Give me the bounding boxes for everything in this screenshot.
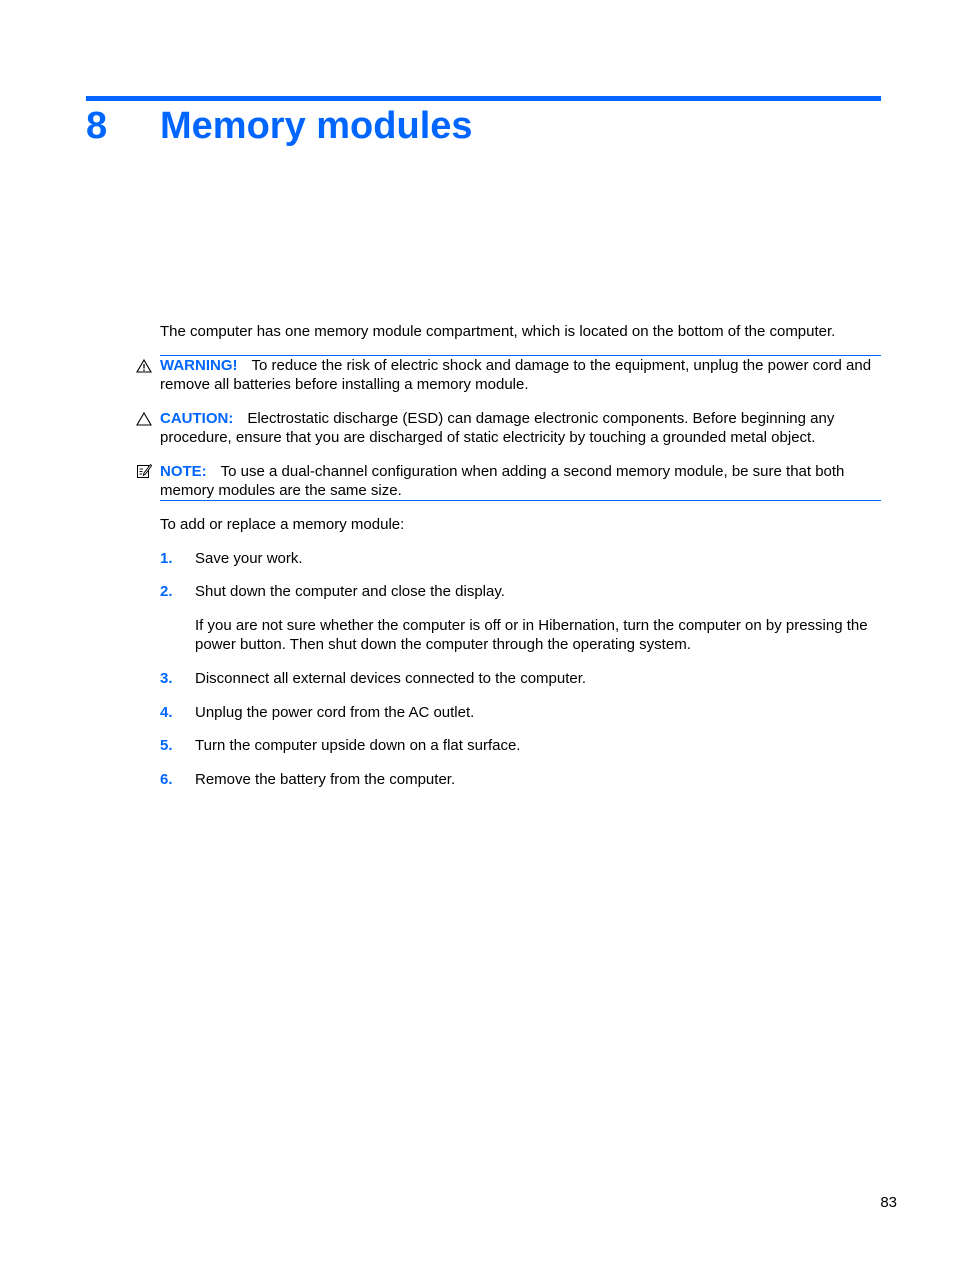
chapter-title: Memory modules xyxy=(160,105,473,147)
step-number: 4. xyxy=(160,704,173,721)
note-text: To use a dual-channel configuration when adding a second memory module, be sure that both memory modules are the same size. xyxy=(160,463,845,499)
caution-notice xyxy=(160,409,881,447)
notice-bottom-rule xyxy=(160,500,881,501)
warning-text: To reduce the risk of electric shock and damage to the equipment, unplug the power cord and remove all batteries before installing a memory module. xyxy=(160,357,872,393)
note-label: NOTE: xyxy=(160,463,207,480)
step-number: 1. xyxy=(160,550,173,567)
note-pencil-icon xyxy=(136,463,152,479)
step-number: 2. xyxy=(160,583,173,600)
warning-notice xyxy=(160,356,881,394)
caution-triangle-icon xyxy=(136,411,152,427)
warning-triangle-icon xyxy=(136,358,152,374)
chapter-number: 8 xyxy=(86,105,108,147)
step-number: 3. xyxy=(160,670,173,687)
step-text: Unplug the power cord from the AC outlet. xyxy=(195,704,475,721)
step-text: Shut down the computer and close the display. xyxy=(195,583,505,600)
step-text: Remove the battery from the computer. xyxy=(195,771,456,788)
step-text: Save your work. xyxy=(195,550,303,567)
caution-text: Electrostatic discharge (ESD) can damage electronic components. Before beginning any procedure, ensure that you are discharged of static electricity by touching a grounded metal object. xyxy=(160,410,835,446)
step-detail: If you are not sure whether the computer is off or in Hibernation, turn the computer on by pressing the power button. Then shut down the computer through the operating system. xyxy=(195,617,868,653)
step-text: Disconnect all external devices connected to the computer. xyxy=(195,670,587,687)
page-number: 83 xyxy=(880,1194,897,1211)
warning-label: WARNING! xyxy=(160,357,238,374)
intro-paragraph: The computer has one memory module compartment, which is located on the bottom of the computer. xyxy=(160,323,836,340)
note-notice xyxy=(160,462,881,500)
step-number: 6. xyxy=(160,771,173,788)
caution-label: CAUTION: xyxy=(160,410,234,427)
step-text: Turn the computer upside down on a flat surface. xyxy=(195,737,521,754)
procedure-intro: To add or replace a memory module: xyxy=(160,516,405,533)
chapter-rule xyxy=(86,96,881,101)
step-number: 5. xyxy=(160,737,173,754)
